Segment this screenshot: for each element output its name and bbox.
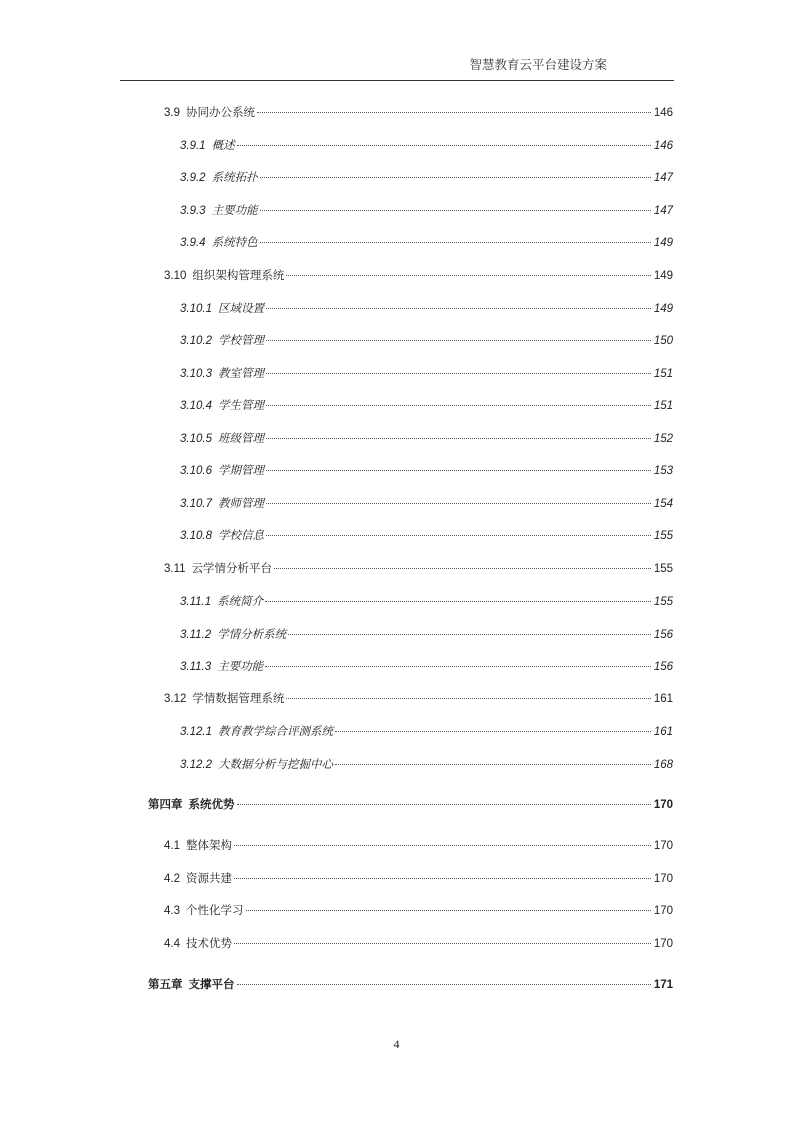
toc-entry-page: 151: [653, 400, 673, 412]
toc-dot-leader: [234, 845, 651, 846]
toc-entry[interactable]: [148, 798, 673, 812]
toc-entry-page: 170: [653, 799, 673, 811]
toc-entry[interactable]: [164, 937, 673, 951]
toc-entry-page: 155: [653, 530, 673, 542]
toc-entry-title: 概述: [211, 140, 235, 152]
toc-entry-number: 3.12.1: [180, 726, 212, 738]
toc-entry-title: 学情分析系统: [217, 629, 287, 641]
toc-entry-title: 系统特色: [211, 237, 258, 249]
toc-entry-number: 4.4: [164, 938, 180, 950]
toc-dot-leader: [237, 804, 652, 805]
toc-entry-number: 3.10.2: [180, 335, 212, 347]
toc-entry[interactable]: [180, 367, 673, 381]
toc-entry[interactable]: [164, 562, 673, 576]
toc-entry-page: 161: [653, 693, 673, 705]
toc-entry-number: 3.10: [164, 270, 187, 282]
header-title: 智慧教育云平台建设方案: [469, 57, 607, 72]
toc-dot-leader: [260, 210, 651, 211]
toc-entry-title: 大数据分析与挖掘中心: [217, 759, 333, 771]
toc-dot-leader: [237, 145, 651, 146]
toc-dot-leader: [288, 634, 651, 635]
toc-entry[interactable]: [180, 399, 673, 413]
toc-entry-page: 155: [653, 563, 673, 575]
toc-entry[interactable]: [180, 464, 673, 478]
toc-entry-page: 168: [653, 759, 673, 771]
toc-entry-page: 150: [653, 335, 673, 347]
toc-entry[interactable]: [180, 725, 673, 739]
toc-entry-number: 4.3: [164, 905, 180, 917]
toc-entry-page: 149: [653, 237, 673, 249]
toc-entry-title: 教室管理: [217, 368, 264, 380]
toc-entry-number: 3.11.2: [180, 629, 212, 641]
toc-entry-number: 3.9: [164, 107, 180, 119]
toc-entry-number: 3.12.2: [180, 759, 212, 771]
toc-entry-title: 班级管理: [217, 433, 264, 445]
toc-entry-title: 学情数据管理系统: [192, 693, 285, 705]
toc-dot-leader: [266, 535, 651, 536]
toc-dot-leader: [234, 878, 651, 879]
toc-entry-number: 3.11.3: [180, 661, 212, 673]
toc-entry-title: 支撑平台: [188, 979, 235, 991]
toc-entry[interactable]: [164, 872, 673, 886]
toc-entry[interactable]: [180, 302, 673, 316]
toc-entry-number: 第五章: [148, 979, 183, 991]
toc-entry[interactable]: [180, 628, 673, 642]
toc-entry-number: 3.9.1: [180, 140, 206, 152]
toc-entry-title: 学校管理: [217, 335, 264, 347]
toc-entry-title: 系统拓扑: [211, 172, 258, 184]
toc-entry-title: 云学情分析平台: [191, 563, 273, 575]
toc-entry-title: 协同办公系统: [186, 107, 255, 119]
toc-entry[interactable]: [180, 139, 673, 153]
toc-entry-number: 4.2: [164, 873, 180, 885]
toc-dot-leader: [260, 177, 651, 178]
toc-dot-leader: [265, 601, 651, 602]
toc-entry-title: 主要功能: [217, 661, 264, 673]
toc-entry-page: 156: [653, 661, 673, 673]
toc-entry-title: 教育教学综合评测系统: [217, 726, 333, 738]
header-rule: [120, 80, 674, 81]
toc-entry-title: 技术优势: [186, 938, 232, 950]
toc-entry[interactable]: [164, 839, 673, 853]
toc-entry-page: 153: [653, 465, 673, 477]
toc-entry[interactable]: [180, 432, 673, 446]
toc-entry-page: 149: [653, 303, 673, 315]
toc-entry-number: 3.9.2: [180, 172, 206, 184]
toc-entry-number: 3.11.1: [180, 596, 212, 608]
toc-entry-number: 3.11: [164, 563, 186, 575]
toc-entry[interactable]: [164, 692, 673, 706]
toc-entry-title: 区域设置: [217, 303, 264, 315]
toc-entry-title: 整体架构: [186, 840, 232, 852]
toc-entry-title: 组织架构管理系统: [192, 270, 285, 282]
toc-entry-title: 系统优势: [188, 799, 235, 811]
toc-dot-leader: [246, 910, 652, 911]
toc-dot-leader: [274, 568, 651, 569]
toc-entry[interactable]: [164, 904, 673, 918]
toc-entry[interactable]: [180, 758, 673, 772]
toc-entry-page: 155: [653, 596, 673, 608]
toc-dot-leader: [266, 340, 651, 341]
toc-entry-number: 3.10.3: [180, 368, 212, 380]
toc-entry-number: 第四章: [148, 799, 183, 811]
toc-entry-title: 系统简介: [217, 596, 264, 608]
toc-entry-title: 资源共建: [186, 873, 232, 885]
toc-dot-leader: [286, 698, 651, 699]
toc-entry-title: 教师管理: [217, 498, 264, 510]
toc-entry-title: 学生管理: [217, 400, 264, 412]
toc-entry[interactable]: [148, 978, 673, 992]
toc-entry-title: 学期管理: [217, 465, 264, 477]
toc-dot-leader: [266, 308, 651, 309]
toc-entry-page: 152: [653, 433, 673, 445]
toc-entry[interactable]: [180, 595, 673, 609]
toc-entry[interactable]: [180, 334, 673, 348]
toc-dot-leader: [257, 112, 651, 113]
toc-entry-number: 3.10.6: [180, 465, 212, 477]
toc-dot-leader: [266, 503, 651, 504]
toc-entry[interactable]: [180, 529, 673, 543]
toc-entry[interactable]: [164, 269, 673, 283]
toc-entry-page: 156: [653, 629, 673, 641]
toc-entry[interactable]: [180, 204, 673, 218]
toc-entry-page: 151: [653, 368, 673, 380]
toc-entry[interactable]: [164, 106, 673, 120]
toc-entry-number: 3.10.4: [180, 400, 212, 412]
toc-dot-leader: [335, 764, 651, 765]
toc-entry-number: 3.10.5: [180, 433, 212, 445]
toc-dot-leader: [237, 984, 652, 985]
toc-entry-page: 161: [653, 726, 673, 738]
toc-dot-leader: [234, 943, 651, 944]
toc-entry-title: 个性化学习: [186, 905, 244, 917]
toc-dot-leader: [265, 666, 651, 667]
toc-entry-number: 3.12: [164, 693, 187, 705]
toc-entry-page: 170: [653, 905, 673, 917]
toc-entry-page: 154: [653, 498, 673, 510]
toc-dot-leader: [266, 470, 651, 471]
toc-entry-number: 3.10.7: [180, 498, 212, 510]
toc-entry-number: 3.9.4: [180, 237, 206, 249]
toc-entry[interactable]: [180, 660, 673, 674]
toc-entry-title: 学校信息: [217, 530, 264, 542]
page-number: 4: [393, 1037, 400, 1051]
toc-dot-leader: [266, 438, 651, 439]
toc-entry-page: 147: [653, 205, 673, 217]
toc-entry[interactable]: [180, 171, 673, 185]
toc-entry-page: 171: [653, 979, 673, 991]
toc-entry-number: 3.9.3: [180, 205, 206, 217]
toc-dot-leader: [335, 731, 651, 732]
toc-entry-page: 149: [653, 270, 673, 282]
toc-entry-page: 146: [653, 107, 673, 119]
toc-entry-number: 4.1: [164, 840, 180, 852]
toc-entry[interactable]: [180, 497, 673, 511]
toc-entry-title: 主要功能: [211, 205, 258, 217]
toc-entry-number: 3.10.8: [180, 530, 212, 542]
toc-entry-page: 170: [653, 938, 673, 950]
toc-entry-page: 170: [653, 840, 673, 852]
toc-entry[interactable]: [180, 236, 673, 250]
toc-dot-leader: [286, 275, 651, 276]
toc-dot-leader: [260, 242, 651, 243]
toc-dot-leader: [266, 405, 651, 406]
toc-dot-leader: [266, 373, 651, 374]
toc-entry-page: 147: [653, 172, 673, 184]
toc-entry-page: 146: [653, 140, 673, 152]
toc-entry-number: 3.10.1: [180, 303, 212, 315]
toc-entry-page: 170: [653, 873, 673, 885]
